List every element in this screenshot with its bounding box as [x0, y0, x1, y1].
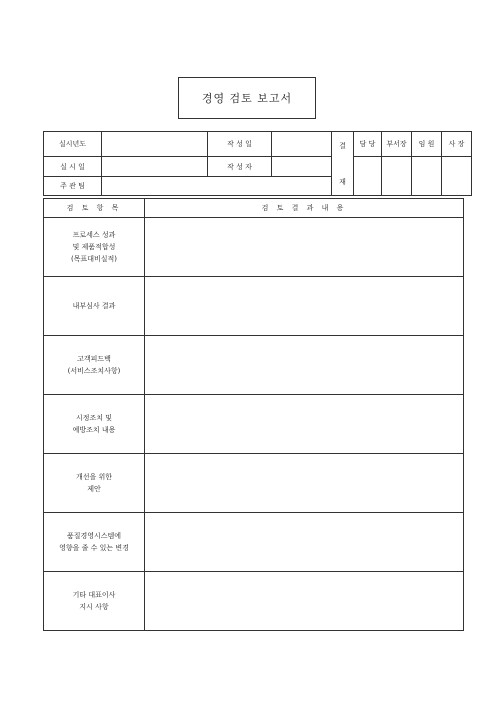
review-item-label: 고객피드백 (서비스조치사항) — [44, 336, 145, 395]
approval-sign-president[interactable] — [442, 157, 472, 196]
approval-role-dept-head: 부서장 — [382, 132, 412, 157]
review-content-header: 검 토 결 과 내 용 — [145, 199, 464, 218]
review-item-label: 품질경영시스템에 영향을 줄 수 있는 변경 — [44, 513, 145, 572]
info-approval-table — [43, 131, 472, 196]
report-title: 경영 검토 보고서 — [178, 77, 316, 119]
review-row — [44, 277, 464, 336]
review-row — [44, 218, 464, 277]
year-value[interactable] — [102, 132, 208, 157]
approval-role-executive: 임 원 — [412, 132, 442, 157]
review-row — [44, 572, 464, 631]
review-item-content[interactable] — [145, 336, 464, 395]
date-label: 실 시 일 — [44, 157, 102, 177]
date-value[interactable] — [102, 157, 208, 177]
approval-role-staff: 담 당 — [354, 132, 382, 157]
year-label: 실시년도 — [44, 132, 102, 157]
review-item-content[interactable] — [145, 572, 464, 631]
review-item-content[interactable] — [145, 454, 464, 513]
review-item-label: 개선을 위한 제안 — [44, 454, 145, 513]
review-row — [44, 454, 464, 513]
review-row — [44, 513, 464, 572]
approval-label: 결 재 — [332, 132, 354, 196]
dept-value[interactable] — [102, 177, 332, 196]
dept-label: 주 관 팀 — [44, 177, 102, 196]
review-row — [44, 336, 464, 395]
review-table — [43, 198, 464, 631]
review-item-content[interactable] — [145, 277, 464, 336]
written-date-value[interactable] — [272, 132, 332, 157]
author-label: 작 성 자 — [208, 157, 272, 177]
author-value[interactable] — [272, 157, 332, 177]
review-item-label: 내부심사 결과 — [44, 277, 145, 336]
review-item-label: 프로세스 성과 및 제품적합성 (목표대비실적) — [44, 218, 145, 277]
review-item-label: 시정조치 및 예방조치 내용 — [44, 395, 145, 454]
review-item-content[interactable] — [145, 218, 464, 277]
approval-sign-staff[interactable] — [354, 157, 382, 196]
review-item-content[interactable] — [145, 395, 464, 454]
review-row — [44, 395, 464, 454]
approval-role-president: 사 장 — [442, 132, 472, 157]
review-item-label: 기타 대표이사 지시 사항 — [44, 572, 145, 631]
approval-sign-executive[interactable] — [412, 157, 442, 196]
approval-sign-dept-head[interactable] — [382, 157, 412, 196]
review-item-header: 검 토 항 목 — [44, 199, 145, 218]
written-date-label: 작 성 일 — [208, 132, 272, 157]
review-item-content[interactable] — [145, 513, 464, 572]
